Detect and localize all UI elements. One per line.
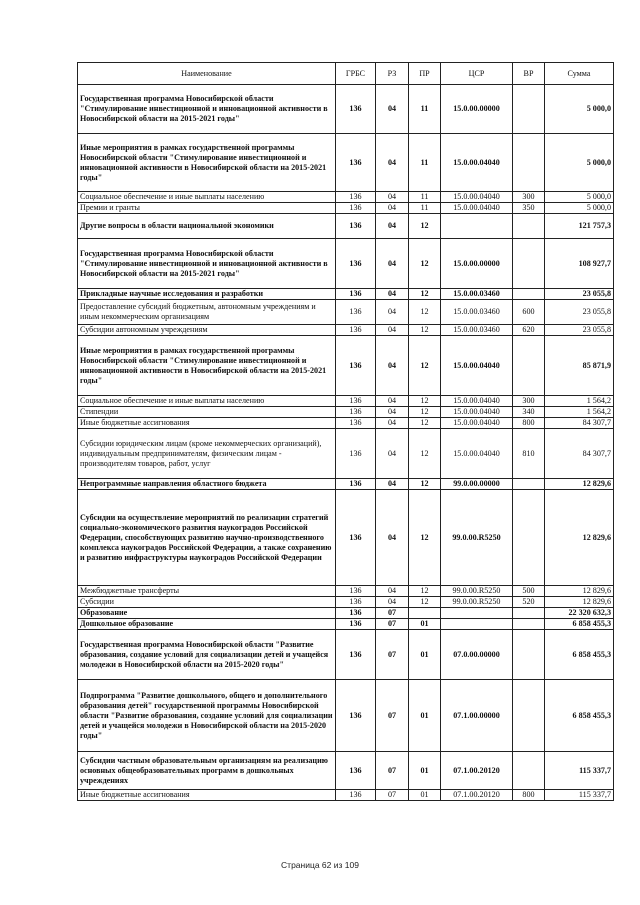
cell-name: Государственная программа Новосибирской области "Стимулирование инвестиционной и инновационной активности в Новосибирской области на 2015-2021 годы" [78,85,336,134]
cell-name: Субсидии на осуществление мероприятий по реализации стратегий социально-экономического развития наукоградов Российской Федерации, способствующих развитию научно-производственного комплекса наукоградов Российской Федерации, а также сохранению и развитию инфраструктуры наукоградов Российской Федерации [78,490,336,586]
cell-csr: 07.1.00.20120 [441,790,513,801]
cell-rz: 04 [376,418,409,429]
cell-rz: 04 [376,214,409,239]
cell-csr: 15.0.00.04040 [441,407,513,418]
cell-grbs: 136 [336,396,376,407]
cell-pr: 01 [409,630,441,680]
cell-rz: 04 [376,300,409,325]
cell-pr: 12 [409,429,441,479]
budget-table [77,62,614,801]
cell-rz: 04 [376,407,409,418]
cell-grbs: 136 [336,418,376,429]
cell-sum: 85 871,9 [545,336,614,396]
cell-sum: 115 337,7 [545,752,614,790]
cell-vr: 520 [513,597,545,608]
cell-pr: 12 [409,418,441,429]
cell-grbs: 136 [336,300,376,325]
cell-csr: 99.0.00.00000 [441,479,513,490]
cell-name: Иные мероприятия в рамках государственной программы Новосибирской области "Стимулирование инвестиционной и инновационной активности в Новосибирской области на 2015-2021 годы" [78,336,336,396]
cell-grbs: 136 [336,490,376,586]
cell-csr [441,608,513,619]
header-pr: ПР [409,63,441,85]
cell-csr: 15.0.00.04040 [441,418,513,429]
cell-sum: 121 757,3 [545,214,614,239]
cell-csr: 99.0.00.R5250 [441,586,513,597]
cell-vr [513,630,545,680]
cell-sum: 108 927,7 [545,239,614,289]
header-rz: РЗ [376,63,409,85]
cell-name: Иные мероприятия в рамках государственной программы Новосибирской области "Стимулирование инвестиционной и инновационной активности в Новосибирской области на 2015-2021 годы" [78,134,336,192]
cell-sum: 12 829,6 [545,586,614,597]
cell-csr: 15.0.00.04040 [441,336,513,396]
cell-vr: 340 [513,407,545,418]
table-row [78,597,614,608]
header-vr: ВР [513,63,545,85]
cell-grbs: 136 [336,479,376,490]
cell-pr: 12 [409,336,441,396]
cell-pr: 01 [409,790,441,801]
cell-name: Образование [78,608,336,619]
cell-rz: 04 [376,479,409,490]
header-sum: Сумма [545,63,614,85]
cell-pr: 11 [409,134,441,192]
cell-csr: 99.0.00.R5250 [441,597,513,608]
table-row [78,680,614,752]
table-row [78,752,614,790]
cell-vr [513,134,545,192]
cell-pr: 12 [409,479,441,490]
cell-pr: 12 [409,325,441,336]
cell-sum: 1 564,2 [545,407,614,418]
cell-csr: 15.0.00.00000 [441,239,513,289]
cell-sum: 5 000,0 [545,192,614,203]
cell-vr: 350 [513,203,545,214]
cell-name: Субсидии автономным учреждениям [78,325,336,336]
cell-rz: 04 [376,429,409,479]
cell-vr [513,619,545,630]
cell-sum: 1 564,2 [545,396,614,407]
table-row [78,239,614,289]
cell-grbs: 136 [336,214,376,239]
cell-name: Межбюджетные трансферты [78,586,336,597]
cell-rz: 04 [376,336,409,396]
cell-vr [513,479,545,490]
cell-pr: 01 [409,752,441,790]
cell-sum: 12 829,6 [545,479,614,490]
cell-sum: 12 829,6 [545,597,614,608]
cell-vr: 620 [513,325,545,336]
cell-csr: 07.1.00.20120 [441,752,513,790]
cell-csr: 15.0.00.04040 [441,192,513,203]
cell-name: Субсидии [78,597,336,608]
cell-rz: 04 [376,85,409,134]
header-csr: ЦСР [441,63,513,85]
cell-grbs: 136 [336,289,376,300]
cell-pr [409,608,441,619]
cell-pr: 12 [409,490,441,586]
cell-grbs: 136 [336,203,376,214]
cell-grbs: 136 [336,239,376,289]
cell-pr: 11 [409,203,441,214]
table-row [78,490,614,586]
cell-grbs: 136 [336,608,376,619]
cell-rz: 07 [376,790,409,801]
cell-vr: 800 [513,790,545,801]
cell-sum: 84 307,7 [545,429,614,479]
cell-grbs: 136 [336,619,376,630]
cell-sum: 84 307,7 [545,418,614,429]
table-row [78,619,614,630]
cell-pr: 12 [409,396,441,407]
cell-grbs: 136 [336,134,376,192]
table-row [78,608,614,619]
table-row [78,418,614,429]
cell-name: Дошкольное образование [78,619,336,630]
cell-sum: 12 829,6 [545,490,614,586]
header-grbs: ГРБС [336,63,376,85]
table-row [78,325,614,336]
cell-name: Подпрограмма "Развитие дошкольного, общего и дополнительного образования детей" государственной программы Новосибирской области "Развитие образования, создание условий для социализации детей и учащейся молодежи в Новосибирской области на 2015-2020 годы" [78,680,336,752]
cell-rz: 04 [376,396,409,407]
cell-sum: 23 055,8 [545,289,614,300]
cell-sum: 5 000,0 [545,85,614,134]
cell-rz: 07 [376,608,409,619]
cell-name: Социальное обеспечение и иные выплаты населению [78,192,336,203]
cell-grbs: 136 [336,752,376,790]
cell-pr: 12 [409,586,441,597]
cell-rz: 04 [376,490,409,586]
cell-rz: 04 [376,203,409,214]
table-row [78,85,614,134]
table-row [78,134,614,192]
cell-rz: 04 [376,586,409,597]
cell-name: Государственная программа Новосибирской области "Стимулирование инвестиционной и инновационной активности в Новосибирской области на 2015-2021 годы" [78,239,336,289]
cell-grbs: 136 [336,790,376,801]
cell-sum: 6 858 455,3 [545,630,614,680]
cell-grbs: 136 [336,325,376,336]
cell-rz: 04 [376,597,409,608]
cell-vr [513,680,545,752]
cell-vr [513,214,545,239]
table-row [78,407,614,418]
cell-vr: 810 [513,429,545,479]
table-row [78,300,614,325]
cell-name: Социальное обеспечение и иные выплаты населению [78,396,336,407]
cell-vr: 500 [513,586,545,597]
table-row [78,336,614,396]
cell-rz: 07 [376,752,409,790]
table-row [78,214,614,239]
cell-grbs: 136 [336,336,376,396]
cell-name: Другие вопросы в области национальной экономики [78,214,336,239]
cell-csr: 15.0.00.04040 [441,203,513,214]
table-row [78,586,614,597]
cell-pr: 12 [409,300,441,325]
cell-vr [513,336,545,396]
cell-csr: 99.0.00.R5250 [441,490,513,586]
cell-csr: 15.0.00.03460 [441,289,513,300]
page-number: Страница 62 из 109 [281,860,359,870]
cell-vr [513,608,545,619]
cell-vr [513,490,545,586]
cell-name: Непрограммные направления областного бюджета [78,479,336,490]
table-row [78,790,614,801]
cell-sum: 23 055,8 [545,325,614,336]
cell-grbs: 136 [336,407,376,418]
table-row [78,203,614,214]
cell-vr: 800 [513,418,545,429]
cell-pr: 12 [409,407,441,418]
table-row [78,289,614,300]
cell-sum: 22 320 632,3 [545,608,614,619]
cell-csr: 15.0.00.04040 [441,396,513,407]
cell-sum: 5 000,0 [545,203,614,214]
cell-rz: 04 [376,289,409,300]
cell-rz: 04 [376,134,409,192]
cell-csr: 15.0.00.03460 [441,325,513,336]
cell-name: Субсидии частным образовательным организациям на реализацию основных общеобразовательных программ в дошкольных учреждениях [78,752,336,790]
cell-csr: 15.0.00.00000 [441,85,513,134]
cell-csr: 07.0.00.00000 [441,630,513,680]
cell-sum: 5 000,0 [545,134,614,192]
cell-csr [441,619,513,630]
cell-pr: 12 [409,214,441,239]
cell-pr: 12 [409,597,441,608]
cell-vr [513,85,545,134]
cell-name: Субсидии юридическим лицам (кроме некоммерческих организаций), индивидуальным предпринимателям, физическим лицам - производителям товаров, работ, услуг [78,429,336,479]
cell-rz: 07 [376,680,409,752]
cell-csr [441,214,513,239]
cell-grbs: 136 [336,680,376,752]
cell-csr: 07.1.00.00000 [441,680,513,752]
cell-vr: 600 [513,300,545,325]
cell-pr: 01 [409,680,441,752]
cell-sum: 23 055,8 [545,300,614,325]
cell-grbs: 136 [336,630,376,680]
table-header-row [78,63,614,85]
cell-name: Иные бюджетные ассигнования [78,418,336,429]
cell-pr: 12 [409,239,441,289]
cell-vr: 300 [513,192,545,203]
cell-grbs: 136 [336,429,376,479]
cell-name: Прикладные научные исследования и разработки [78,289,336,300]
cell-name: Премии и гранты [78,203,336,214]
cell-sum: 6 858 455,3 [545,619,614,630]
cell-csr: 15.0.00.04040 [441,429,513,479]
cell-vr [513,752,545,790]
cell-grbs: 136 [336,586,376,597]
cell-rz: 07 [376,619,409,630]
table-body [78,85,614,801]
cell-rz: 04 [376,192,409,203]
cell-csr: 15.0.00.04040 [441,134,513,192]
cell-sum: 115 337,7 [545,790,614,801]
cell-pr: 01 [409,619,441,630]
cell-vr [513,289,545,300]
table-row [78,479,614,490]
cell-name: Предоставление субсидий бюджетным, автономным учреждениям и иным некоммерческим организациям [78,300,336,325]
cell-grbs: 136 [336,597,376,608]
cell-name: Государственная программа Новосибирской области "Развитие образования, создание условий для социализации детей и учащейся молодежи в Новосибирской области на 2015-2020 годы" [78,630,336,680]
table-row [78,192,614,203]
cell-vr: 300 [513,396,545,407]
table-row [78,429,614,479]
table-row [78,396,614,407]
cell-pr: 11 [409,192,441,203]
cell-pr: 12 [409,289,441,300]
cell-csr: 15.0.00.03460 [441,300,513,325]
cell-rz: 04 [376,239,409,289]
cell-grbs: 136 [336,85,376,134]
cell-name: Стипендии [78,407,336,418]
cell-rz: 07 [376,630,409,680]
cell-grbs: 136 [336,192,376,203]
table-row [78,630,614,680]
header-name: Наименование [78,63,336,85]
cell-rz: 04 [376,325,409,336]
cell-pr: 11 [409,85,441,134]
cell-sum: 6 858 455,3 [545,680,614,752]
cell-vr [513,239,545,289]
cell-name: Иные бюджетные ассигнования [78,790,336,801]
